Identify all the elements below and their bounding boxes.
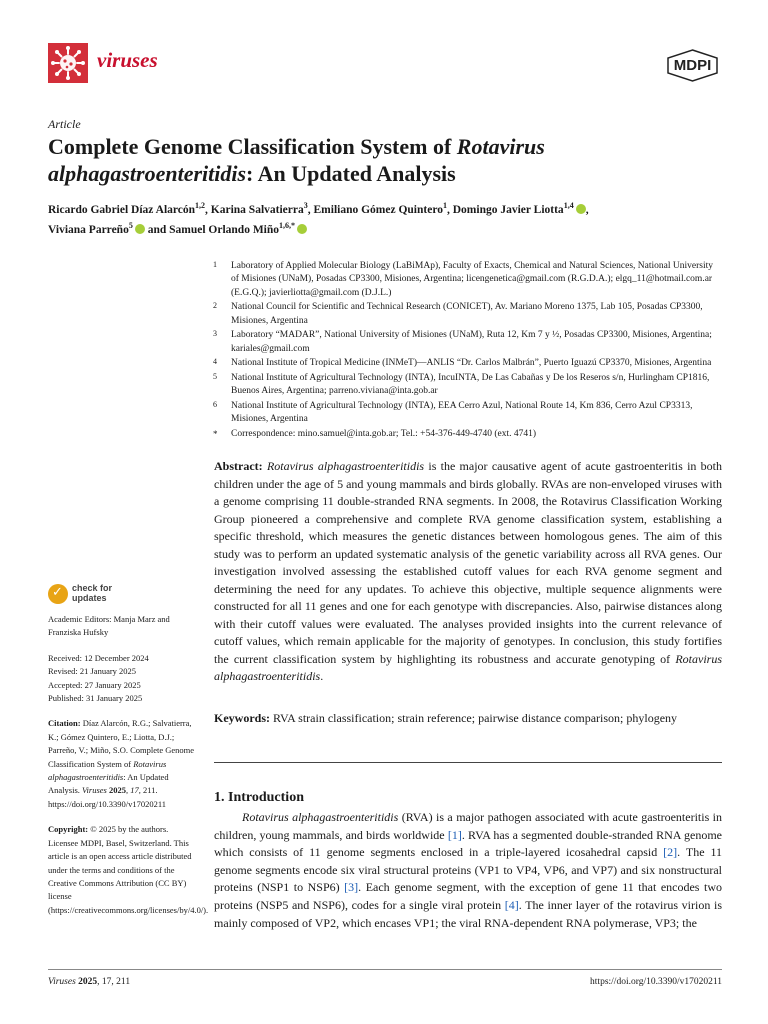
intro-text: . The inner layer of the rotavirus virion is mainly composed of VP2, which encases VP1; the viral RNA-dependent RNA polymerase, VP3; the xyxy=(214,897,722,930)
virus-icon xyxy=(48,43,88,83)
orcid-icon[interactable] xyxy=(297,224,307,234)
citation-text: Díaz Alarcón, R.G.; Salvatierra, K.; Gómez Quintero, E.; Liotta, D.J.; Parreño, V.; Miño, S.O. Complete Genome Classification System of xyxy=(48,718,195,769)
abstract-text: is the major causative agent of acute gastroenteritis in both children under the age of 5 and young mammals and birds globally. RVAs are non-enveloped viruses with a genome comprising 11 double-stranded RNA segments. In 2008, the Rotavirus Classification Working Group pioneered a comprehensive and complete RVA genome classification system, establishing a specific threshold, which measures the genetic distances between homologous genes. The aim of this study was to perform an updated systematic analysis of the genetic variability across all RVA genes. Our investigation involved assessing the established cutoff values for each RVA genome segment and determining the need for any updates. To achieve this objective, multiple sequence alignments were constructed for all 11 genes and one for each genotype with discrepancies. Also, pairwise distances along with their cutoff values were evaluated. The analyses provided insights into the current relevance of cutoff values, which remain applicable for the majority of genotypes. In conclusion, this study fortifies the current classification system by highlighting its robustness and accurate genotyping of xyxy=(214,459,723,666)
citation-doi[interactable]: , 211. https://doi.org/10.3390/v17020211 xyxy=(48,785,167,809)
orcid-icon[interactable] xyxy=(135,224,145,234)
citation-link[interactable]: [1] xyxy=(447,827,462,842)
author-affiliation-mark: 3 xyxy=(303,201,308,211)
journal-name[interactable]: viruses xyxy=(97,48,158,72)
author-list xyxy=(48,200,720,240)
title-subtitle: : An Updated Analysis xyxy=(246,161,456,186)
academic-editors: Academic Editors: Manja Marz and Franziska Hufsky xyxy=(48,614,170,638)
citation-label: Citation: xyxy=(48,718,81,729)
author-name[interactable]: Samuel Orlando Miño xyxy=(169,224,280,236)
title-species: Rotavirus alphagastroenteritidis xyxy=(48,134,545,186)
date-received: Received: 12 December 2024 xyxy=(48,652,149,663)
author-name[interactable]: Domingo Javier Liotta xyxy=(452,204,564,216)
author-separator: , xyxy=(307,204,314,216)
affiliation-item xyxy=(206,260,716,300)
citation-volume: 17 xyxy=(130,785,139,796)
abstract-species: Rotavirus alphagastroenteritidis xyxy=(266,459,425,473)
correspondence xyxy=(206,428,716,441)
article-title xyxy=(48,133,708,187)
citation xyxy=(48,717,198,811)
check-updates-label xyxy=(72,583,112,603)
affiliation-text: Laboratory “MADAR”, National University of Misiones (UNaM), Ruta 12, Km 7 y ½, Posadas CP3300, Misiones, Argentina; kariales@gmail.com xyxy=(231,330,712,354)
abstract-label: Abstract: xyxy=(214,459,263,473)
footer-divider xyxy=(48,969,722,970)
citation-species: Rotavirus alphagastroenteritidis xyxy=(48,758,167,783)
author-name[interactable]: Karina Salvatierra xyxy=(210,204,304,216)
date-revised: Revised: 21 January 2025 xyxy=(48,666,137,677)
footer-volume: , 17, 211 xyxy=(97,977,131,987)
article-dates xyxy=(48,652,198,706)
keywords-label: Keywords: xyxy=(214,711,270,725)
affiliation-item xyxy=(206,301,716,328)
citation-text: , xyxy=(126,785,131,796)
affiliation-text: Laboratory of Applied Molecular Biology (LaBiMAp), Faculty of Exacts, Chemical and Natural Sciences, National University of Misiones (UNaM), Posadas CP3300, Misiones, Argentina; licengenetica@gmail.com (R.G.D.A.); elgq_11@hotmail.com.ar (E.G.Q.); javierliotta@gmail.com (D.J.L.) xyxy=(231,261,713,298)
affiliation-number: 2 xyxy=(213,301,217,311)
footer-citation xyxy=(48,977,130,987)
intro-text: . Each genome segment, with the exception of gene 11 that encodes two proteins (NSP5 and NSP6), codes for a single viral protein xyxy=(214,880,722,912)
orcid-icon[interactable] xyxy=(576,204,586,214)
keywords-text: RVA strain classification; strain reference; pairwise distance comparison; phylogeny xyxy=(270,711,678,725)
affiliation-text: National Institute of Agricultural Technology (INTA), IncuINTA, De Las Cabañas y De los Reseros s/n, Hurlingham CP1816, Buenos Aires, Argentina; parreno.viviana@inta.gob.ar xyxy=(231,373,710,397)
date-published: Published: 31 January 2025 xyxy=(48,693,143,704)
section-divider xyxy=(214,762,722,763)
author-separator: , xyxy=(205,204,211,216)
footer-journal: Viruses xyxy=(48,977,76,987)
affiliation-text: National Council for Scientific and Technical Research (CONICET), Av. Mariano Moreno 1375, Lab 105, Posadas CP3300, Misiones, Argentina xyxy=(231,302,703,326)
footer-doi-link[interactable]: https://doi.org/10.3390/v17020211 xyxy=(590,977,722,987)
date-accepted: Accepted: 27 January 2025 xyxy=(48,679,141,690)
affiliation-number: 5 xyxy=(213,372,217,381)
author-name[interactable]: Viviana Parreño xyxy=(48,224,129,236)
affiliation-text: National Institute of Agricultural Technology (INTA), EEA Cerro Azul, National Route 14, Km 836, Cerro Azul CP3313, Misiones, Argentina xyxy=(231,401,693,425)
affiliation-number: 1 xyxy=(213,260,217,269)
affiliation-text: National Institute of Tropical Medicine (INMeT)—ANLIS “Dr. Carlos Malbrán”, Puerto Iguazú CP3370, Misiones, Argentina xyxy=(231,358,712,369)
author-affiliation-mark: 5 xyxy=(128,221,133,231)
correspondence-text[interactable]: Correspondence: mino.samuel@inta.gob.ar; Tel.: +54-376-449-4740 (ext. 4741) xyxy=(231,429,537,439)
mdpi-logo[interactable] xyxy=(666,49,719,82)
citation-year: 2025 xyxy=(106,785,126,796)
intro-text: . The 11 genome segments encode six viral structural proteins (VP1 to VP4, VP6, and VP7) and six nonstructural proteins (NSP1 to NSP6) xyxy=(214,845,722,895)
author-separator: , xyxy=(446,204,453,216)
affiliation-item xyxy=(206,329,716,356)
author-affiliation-mark: 1,2 xyxy=(195,201,206,211)
citation-text: : An Updated Analysis. xyxy=(48,772,169,796)
abstract xyxy=(214,458,722,686)
copyright-label: Copyright: xyxy=(48,824,89,835)
article-type: Article xyxy=(48,117,81,131)
introduction-paragraph xyxy=(214,809,722,932)
copyright xyxy=(48,823,209,917)
keywords xyxy=(214,710,722,728)
check-updates-line2: updates xyxy=(72,593,107,603)
title-text: Complete Genome Classification System of xyxy=(48,134,457,159)
citation-link[interactable]: [4] xyxy=(504,897,519,912)
citation-link[interactable]: [3] xyxy=(344,880,359,895)
footer-year: 2025 xyxy=(75,977,98,987)
citation-journal: Viruses xyxy=(82,785,107,796)
author-affiliation-mark: 1,4 xyxy=(563,201,574,211)
author-name[interactable]: Ricardo Gabriel Díaz Alarcón xyxy=(48,204,196,216)
article-sidebar xyxy=(48,613,209,929)
affiliation-item xyxy=(206,372,716,399)
intro-text: . RVA has a segmented double-stranded RNA genome which consists of 11 genome segments enclosed in a triple-layered icosahedral capsid xyxy=(214,827,722,860)
check-updates-icon: ✓ xyxy=(48,584,68,604)
author-name[interactable]: Emiliano Gómez Quintero xyxy=(313,204,443,216)
abstract-species: Rotavirus alphagastroenteritidis xyxy=(214,651,722,683)
check-for-updates-button[interactable] xyxy=(48,582,128,606)
affiliation-number: 3 xyxy=(213,329,217,339)
affiliation-number: 6 xyxy=(213,400,217,409)
author-separator: and xyxy=(144,224,170,236)
intro-text: (RVA) is a major pathogen associated with acute gastroenteritis in children, young mammals, and birds worldwide xyxy=(214,810,723,842)
affiliation-item xyxy=(206,357,716,370)
affiliation-number: 4 xyxy=(213,357,217,367)
author-separator: , xyxy=(585,204,589,216)
intro-species: Rotavirus alphagastroenteritidis xyxy=(242,810,399,824)
publisher-name: MDPI xyxy=(673,57,712,74)
check-updates-line1: check for xyxy=(72,583,113,593)
affiliations xyxy=(206,260,716,443)
abstract-text: . xyxy=(320,669,324,683)
journal-logo-icon xyxy=(48,43,88,83)
author-affiliation-mark: 1,6,* xyxy=(279,221,296,231)
citation-link[interactable]: [2] xyxy=(663,845,678,860)
section-heading-introduction: 1. Introduction xyxy=(214,790,304,805)
affiliation-item xyxy=(206,400,716,427)
correspondence-mark: * xyxy=(213,429,218,439)
copyright-text: © 2025 by the authors. Licensee MDPI, Basel, Switzerland. This article is an open access article distributed under the terms and conditions of the Creative Commons Attribution (CC BY) license (https://creativecommons.org/licenses/by/4.0/). xyxy=(48,824,209,915)
author-affiliation-mark: 1 xyxy=(442,201,447,211)
